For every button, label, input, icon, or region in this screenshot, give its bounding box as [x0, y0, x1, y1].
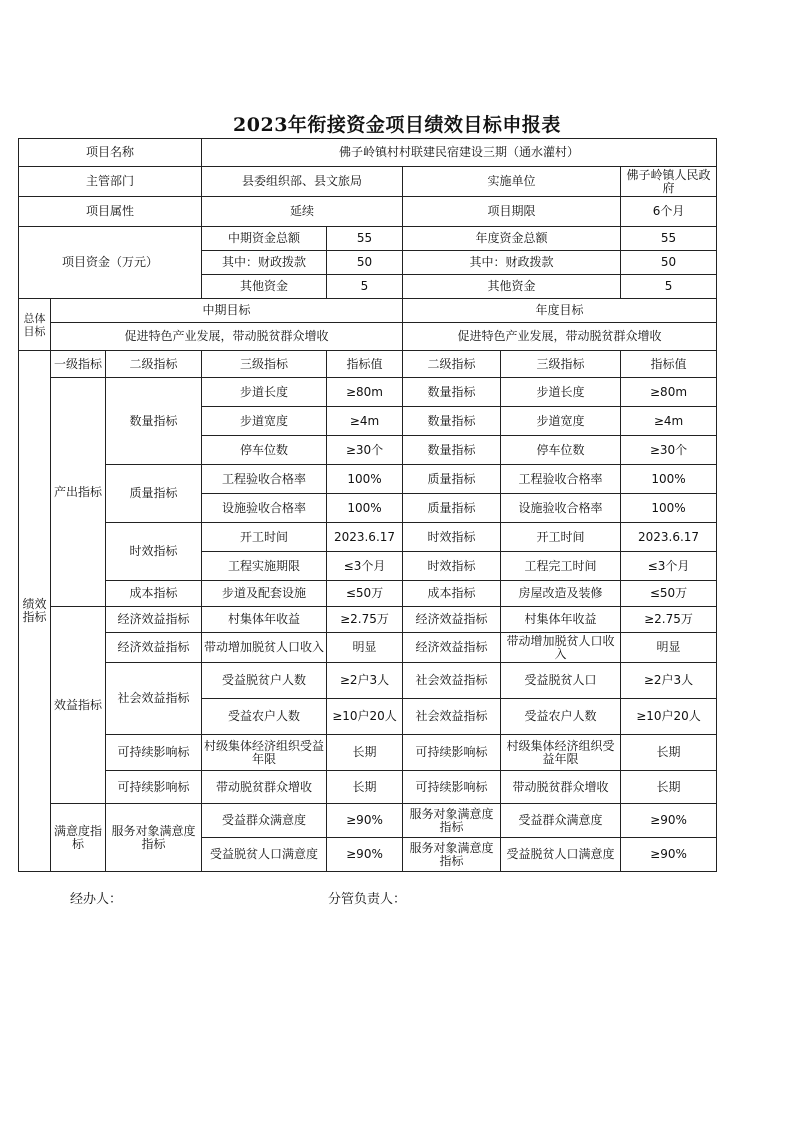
- l2-year-cell: 数量指标: [403, 407, 501, 436]
- l3-year-cell: 村级集体经济组织受益年限: [501, 735, 621, 771]
- l3-cell: 受益脱贫户人数: [202, 663, 327, 699]
- l3-cell: 带动脱贫群众增收: [202, 771, 327, 804]
- mid-other-label: 其他资金: [202, 275, 327, 299]
- header-value: 指标值: [327, 351, 403, 378]
- l2-cell: 经济效益指标: [106, 633, 202, 663]
- l3-cell: 开工时间: [202, 523, 327, 552]
- l3-year-cell: 村集体年收益: [501, 607, 621, 633]
- l3-year-cell: 受益脱贫人口: [501, 663, 621, 699]
- table-row: [19, 663, 717, 699]
- value-year-cell: ≥30个: [621, 436, 717, 465]
- row-indicator-header: [19, 351, 717, 378]
- l2-year-cell: 质量指标: [403, 465, 501, 494]
- table-row: [19, 607, 717, 633]
- l2-year-cell: 社会效益指标: [403, 699, 501, 735]
- l2-year-cell: 可持续影响标: [403, 735, 501, 771]
- dept-label: 主管部门: [19, 167, 202, 197]
- impl-label: 实施单位: [403, 167, 621, 197]
- value-cell: ≥90%: [327, 838, 403, 872]
- l2-year-cell: 服务对象满意度指标: [403, 804, 501, 838]
- value-cell: ≥10户20人: [327, 699, 403, 735]
- overall-goals-label: 总体目标: [19, 299, 51, 351]
- performance-indicators-label: 绩效指标: [19, 351, 51, 872]
- row-department: [19, 167, 717, 197]
- l3-cell: 受益脱贫人口满意度: [202, 838, 327, 872]
- row-funds-total: [19, 227, 717, 251]
- l2-cell: 经济效益指标: [106, 607, 202, 633]
- l3-year-cell: 带动脱贫群众增收: [501, 771, 621, 804]
- l3-year-cell: 工程验收合格率: [501, 465, 621, 494]
- service-group: 服务对象满意度指标: [106, 804, 202, 872]
- l3-year-cell: 停车位数: [501, 436, 621, 465]
- table-row: [19, 581, 717, 607]
- l3-year-cell: 受益脱贫人口满意度: [501, 838, 621, 872]
- mid-fiscal-value: 50: [327, 251, 403, 275]
- year-other-value: 5: [621, 275, 717, 299]
- mid-goal-text: 促进特色产业发展，带动脱贫群众增收: [51, 323, 403, 351]
- value-year-cell: 明显: [621, 633, 717, 663]
- l2-year-cell: 数量指标: [403, 436, 501, 465]
- l3-year-cell: 房屋改造及装修: [501, 581, 621, 607]
- row-project-name: [19, 139, 717, 167]
- handler-label: 经办人：: [70, 892, 123, 907]
- l3-year-cell: 工程完工时间: [501, 552, 621, 581]
- header-level3-year: 三级指标: [501, 351, 621, 378]
- header-value-year: 指标值: [621, 351, 717, 378]
- l3-year-cell: 开工时间: [501, 523, 621, 552]
- l3-cell: 步道宽度: [202, 407, 327, 436]
- l3-year-cell: 步道长度: [501, 378, 621, 407]
- year-goal-header: 年度目标: [403, 299, 717, 323]
- row-attribute: [19, 197, 717, 227]
- l2-year-cell: 时效指标: [403, 523, 501, 552]
- value-year-cell: ≤50万: [621, 581, 717, 607]
- value-cell: ≤3个月: [327, 552, 403, 581]
- value-cell: 2023.6.17: [327, 523, 403, 552]
- cost-group: 成本指标: [106, 581, 202, 607]
- mid-total-value: 55: [327, 227, 403, 251]
- value-cell: ≤50万: [327, 581, 403, 607]
- quantity-group: 数量指标: [106, 378, 202, 465]
- value-year-cell: ≥80m: [621, 378, 717, 407]
- value-year-cell: 100%: [621, 494, 717, 523]
- table-row: [19, 633, 717, 663]
- l2-year-cell: 服务对象满意度指标: [403, 838, 501, 872]
- value-year-cell: ≥90%: [621, 804, 717, 838]
- header-level2-year: 二级指标: [403, 351, 501, 378]
- year-fiscal-value: 50: [621, 251, 717, 275]
- l3-cell: 设施验收合格率: [202, 494, 327, 523]
- l3-cell: 工程实施期限: [202, 552, 327, 581]
- value-year-cell: ≤3个月: [621, 552, 717, 581]
- table-row: [19, 771, 717, 804]
- quality-group: 质量指标: [106, 465, 202, 523]
- value-year-cell: ≥2户3人: [621, 663, 717, 699]
- value-cell: ≥2.75万: [327, 607, 403, 633]
- l2-year-cell: 时效指标: [403, 552, 501, 581]
- mid-goal-header: 中期目标: [51, 299, 403, 323]
- value-year-cell: 2023.6.17: [621, 523, 717, 552]
- funds-label: 项目资金（万元）: [19, 227, 202, 299]
- value-cell: ≥80m: [327, 378, 403, 407]
- table-row: [19, 378, 717, 407]
- l3-year-cell: 设施验收合格率: [501, 494, 621, 523]
- mid-fiscal-label: 其中：财政拨款: [202, 251, 327, 275]
- value-cell: ≥30个: [327, 436, 403, 465]
- value-cell: 长期: [327, 735, 403, 771]
- period-label: 项目期限: [403, 197, 621, 227]
- l2-cell: 可持续影响标: [106, 735, 202, 771]
- project-name-label: 项目名称: [19, 139, 202, 167]
- l2-cell: 可持续影响标: [106, 771, 202, 804]
- row-goals-header: [19, 299, 717, 323]
- l2-year-cell: 可持续影响标: [403, 771, 501, 804]
- l2-year-cell: 社会效益指标: [403, 663, 501, 699]
- benefit-indicators-label: 效益指标: [51, 607, 106, 804]
- l3-cell: 村集体年收益: [202, 607, 327, 633]
- l3-cell: 停车位数: [202, 436, 327, 465]
- value-cell: 100%: [327, 494, 403, 523]
- l3-year-cell: 受益农户人数: [501, 699, 621, 735]
- output-indicators-label: 产出指标: [51, 378, 106, 607]
- year-total-label: 年度资金总额: [403, 227, 621, 251]
- l3-cell: 受益群众满意度: [202, 804, 327, 838]
- project-name-value: 佛子岭镇村村联建民宿建设三期（通水灌村）: [202, 139, 717, 167]
- l3-cell: 村级集体经济组织受益年限: [202, 735, 327, 771]
- value-year-cell: ≥90%: [621, 838, 717, 872]
- l2-year-cell: 经济效益指标: [403, 633, 501, 663]
- value-year-cell: ≥2.75万: [621, 607, 717, 633]
- table-row: [19, 735, 717, 771]
- value-cell: ≥2户3人: [327, 663, 403, 699]
- page-title: 2023年衔接资金项目绩效目标申报表: [233, 114, 561, 136]
- value-cell: ≥90%: [327, 804, 403, 838]
- value-year-cell: ≥10户20人: [621, 699, 717, 735]
- l3-cell: 受益农户人数: [202, 699, 327, 735]
- header-level1: 一级指标: [51, 351, 106, 378]
- header-level2: 二级指标: [106, 351, 202, 378]
- header-level3: 三级指标: [202, 351, 327, 378]
- year-fiscal-label: 其中：财政拨款: [403, 251, 621, 275]
- value-year-cell: ≥4m: [621, 407, 717, 436]
- value-year-cell: 长期: [621, 735, 717, 771]
- value-cell: 长期: [327, 771, 403, 804]
- period-value: 6个月: [621, 197, 717, 227]
- l3-cell: 步道长度: [202, 378, 327, 407]
- attr-value: 延续: [202, 197, 403, 227]
- dept-value: 县委组织部、县文旅局: [202, 167, 403, 197]
- table-row: [19, 465, 717, 494]
- l3-cell: 工程验收合格率: [202, 465, 327, 494]
- l3-year-cell: 受益群众满意度: [501, 804, 621, 838]
- performance-form-table: [18, 138, 717, 872]
- value-cell: ≥4m: [327, 407, 403, 436]
- year-goal-text: 促进特色产业发展，带动脱贫群众增收: [403, 323, 717, 351]
- year-other-label: 其他资金: [403, 275, 621, 299]
- mid-other-value: 5: [327, 275, 403, 299]
- impl-value: 佛子岭镇人民政府: [621, 167, 717, 197]
- l3-year-cell: 带动增加脱贫人口收入: [501, 633, 621, 663]
- l2-year-cell: 数量指标: [403, 378, 501, 407]
- row-goals-text: [19, 323, 717, 351]
- value-year-cell: 长期: [621, 771, 717, 804]
- table-row: [19, 523, 717, 552]
- social-group: 社会效益指标: [106, 663, 202, 735]
- value-cell: 明显: [327, 633, 403, 663]
- mid-total-label: 中期资金总额: [202, 227, 327, 251]
- attr-label: 项目属性: [19, 197, 202, 227]
- value-year-cell: 100%: [621, 465, 717, 494]
- l2-year-cell: 经济效益指标: [403, 607, 501, 633]
- year-total-value: 55: [621, 227, 717, 251]
- table-row: [19, 804, 717, 838]
- l3-year-cell: 步道宽度: [501, 407, 621, 436]
- l2-year-cell: 质量指标: [403, 494, 501, 523]
- timeliness-group: 时效指标: [106, 523, 202, 581]
- value-cell: 100%: [327, 465, 403, 494]
- l3-cell: 带动增加脱贫人口收入: [202, 633, 327, 663]
- l3-cell: 步道及配套设施: [202, 581, 327, 607]
- satisfaction-indicators-label: 满意度指标: [51, 804, 106, 872]
- supervisor-label: 分管负责人：: [328, 892, 407, 907]
- l2-year-cell: 成本指标: [403, 581, 501, 607]
